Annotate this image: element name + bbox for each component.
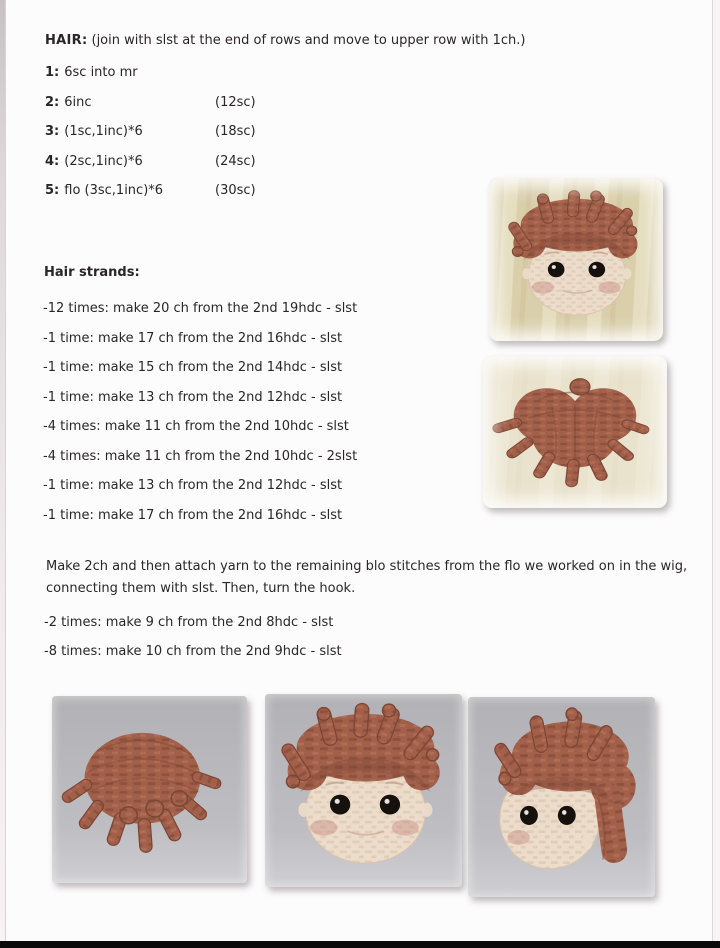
- hair-row-4: [45, 147, 445, 177]
- wig-top-illustration: [52, 696, 247, 883]
- doll-side-illustration: [468, 697, 655, 897]
- photo-doll-side-gray: [468, 697, 655, 897]
- row-number: 4:: [45, 153, 60, 169]
- row-stitch-count: (30sc): [215, 183, 256, 198]
- row-instruction: flo (3sc,1inc)*6: [64, 183, 164, 198]
- strand-line: -1 time: make 13 ch from the 2nd 12hdc - slst: [43, 389, 343, 405]
- row-stitch-count: (18sc): [215, 124, 256, 139]
- hair-row-5: [45, 176, 445, 206]
- photo-wig-top-gray: [52, 696, 247, 883]
- attach-instructions-paragraph: Make 2ch and then attach yarn to the remaining blo stitches from the flo we worked on in the wig, connecting them with slst. Then, turn the hook.: [46, 559, 688, 596]
- hair-row-3: [45, 117, 445, 147]
- attach-instruction-lines: [44, 609, 342, 666]
- hair-section-header: [45, 33, 526, 48]
- row-instruction: (1sc,1inc)*6: [64, 124, 143, 139]
- row-number: 5:: [45, 183, 60, 198]
- strand-line: -4 times: make 11 ch from the 2nd 10hdc - slst: [43, 419, 349, 434]
- hair-section-note: (join with slst at the end of rows and move to upper row with 1ch.): [91, 33, 526, 48]
- row-instruction: (2sc,1inc)*6: [64, 153, 143, 169]
- row-number: 1:: [45, 65, 60, 80]
- page-left-edge: [0, 0, 6, 941]
- attach-line: -8 times: make 10 ch from the 2nd 9hdc - slst: [44, 643, 342, 659]
- wig-back-illustration: [483, 356, 667, 508]
- attach-line: -2 times: make 9 ch from the 2nd 8hdc - slst: [44, 615, 334, 630]
- strand-line: -12 times: make 20 ch from the 2nd 19hdc - slst: [43, 301, 358, 316]
- hair-row-1: [45, 58, 445, 88]
- doll-front-illustration: [265, 694, 462, 887]
- row-instruction: 6inc: [64, 94, 92, 110]
- doll-front-illustration: [489, 178, 663, 341]
- strand-line: -1 time: make 13 ch from the 2nd 12hdc - slst: [43, 478, 343, 493]
- strand-line: -1 time: make 17 ch from the 2nd 16hdc - slst: [43, 507, 343, 523]
- page-right-edge: [712, 0, 720, 941]
- row-instruction: 6sc into mr: [64, 65, 138, 80]
- strand-line: -1 time: make 17 ch from the 2nd 16hdc - slst: [43, 330, 343, 346]
- strand-line: -4 times: make 11 ch from the 2nd 10hdc - 2slst: [43, 448, 358, 464]
- photo-doll-front-wood: [489, 178, 663, 341]
- row-number: 3:: [45, 124, 60, 139]
- row-stitch-count: (12sc): [215, 94, 256, 110]
- hair-row-2: [45, 88, 445, 118]
- row-stitch-count: (24sc): [215, 153, 256, 169]
- photo-doll-front-gray: [265, 694, 462, 887]
- hair-strands-title: Hair strands:: [44, 265, 140, 280]
- hair-rows: [45, 58, 445, 206]
- hair-section-title: HAIR:: [45, 33, 88, 48]
- row-number: 2:: [45, 94, 60, 110]
- strand-line: -1 time: make 15 ch from the 2nd 14hdc - slst: [43, 360, 343, 375]
- hair-strand-instructions: [43, 294, 357, 530]
- photo-wig-back-wood: [483, 356, 667, 508]
- bottom-black-bar: [0, 941, 720, 948]
